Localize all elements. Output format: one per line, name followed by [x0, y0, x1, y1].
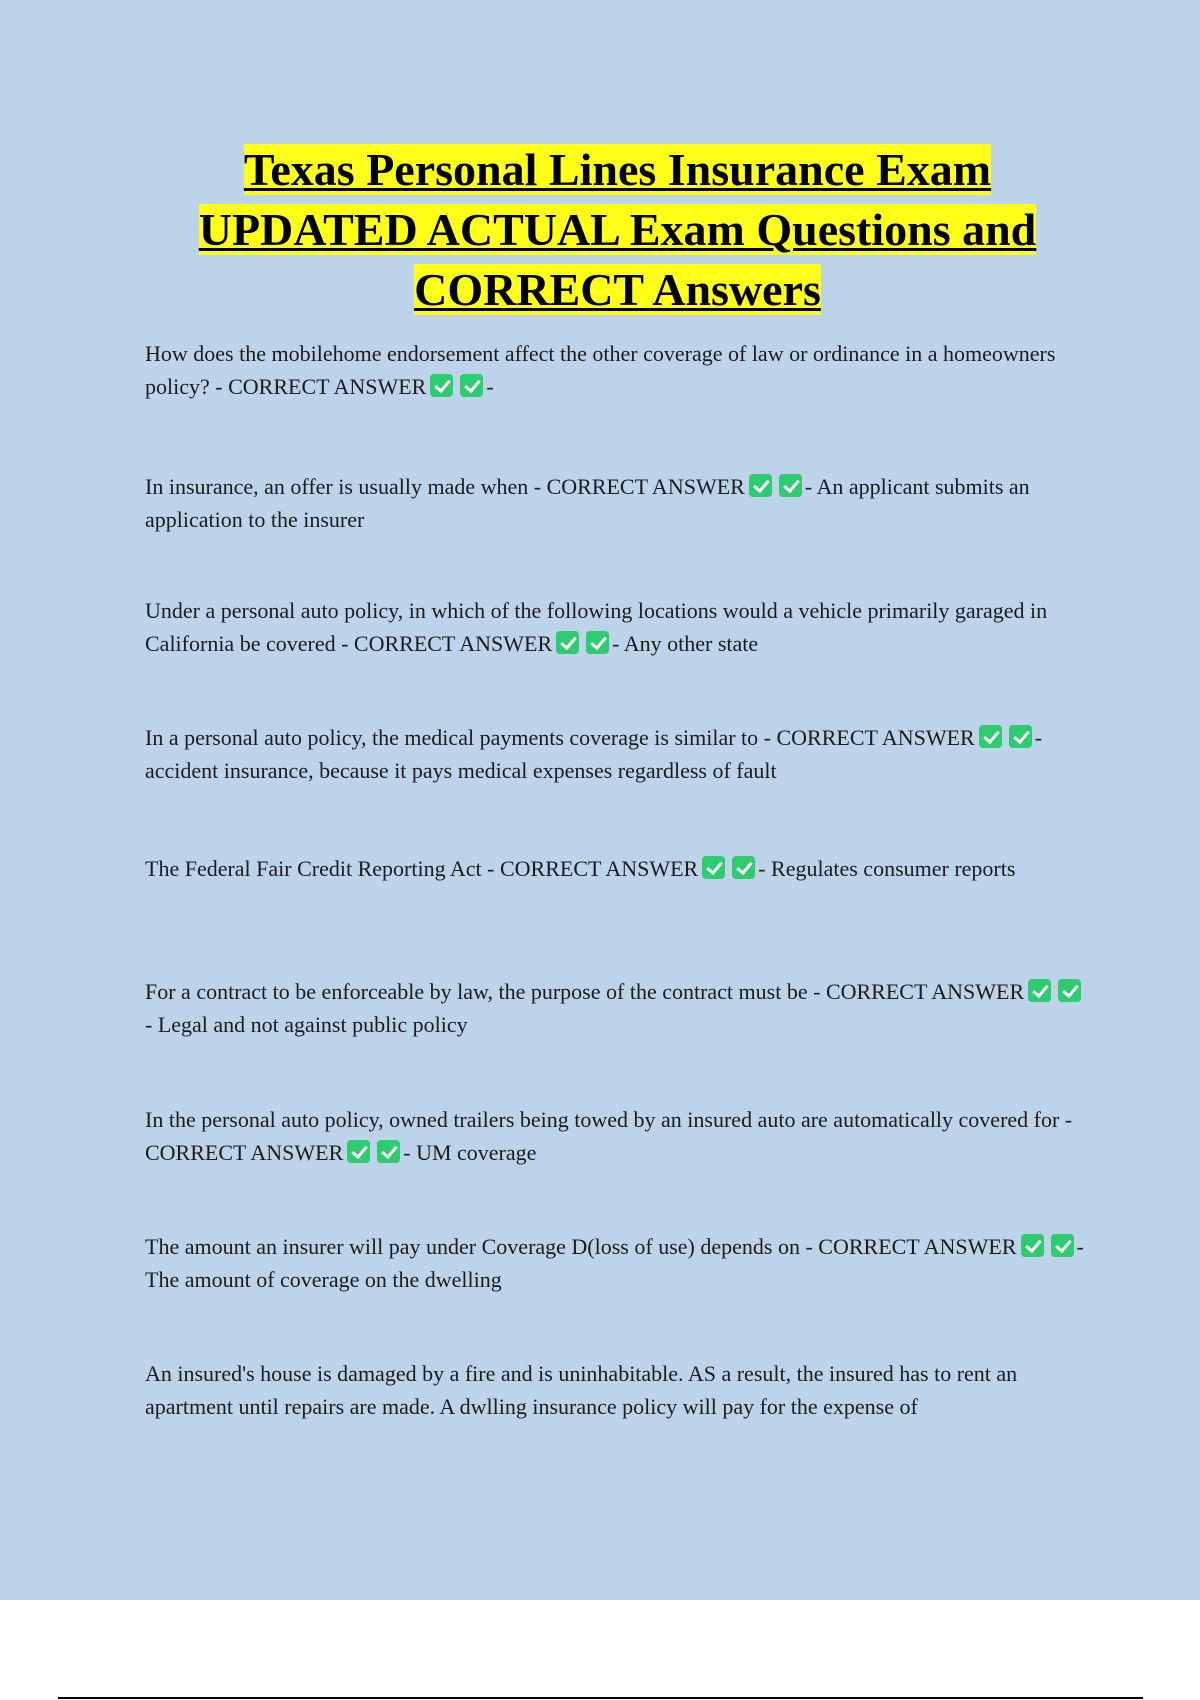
green-checkmark-icon: [377, 1140, 400, 1163]
answer-marker: CORRECT ANSWER: [818, 1234, 1017, 1259]
qa-item: [145, 1230, 1090, 1296]
green-checkmark-icon: [1058, 979, 1081, 1002]
answer-text: - Legal and not against public policy: [145, 1012, 468, 1037]
green-checkmark-icon: [430, 374, 453, 397]
qa-item: [145, 975, 1090, 1041]
green-checkmark-icon: [1009, 725, 1032, 748]
answer-text: - Regulates consumer reports: [758, 856, 1016, 881]
document-title: [120, 140, 1115, 320]
green-checkmark-icon: [1028, 979, 1051, 1002]
answer-marker: CORRECT ANSWER: [776, 725, 975, 750]
question-text: An insured's house is damaged by a fire and is uninhabitable. AS a result, the insured has to rent an apartment until repairs are made. A dwlling insurance policy will pay for the expense of: [145, 1361, 1018, 1419]
answer-text: - accident insurance, because it pays medical expenses regardless of fault: [145, 725, 1043, 783]
qa-item: [145, 852, 1090, 885]
question-text: In the personal auto policy, owned trailers being towed by an insured auto are automatically covered for -: [145, 1107, 1073, 1132]
answer-text: - Any other state: [612, 631, 759, 656]
answer-text: - UM coverage: [403, 1140, 537, 1165]
question-text: In insurance, an offer is usually made when -: [145, 474, 542, 499]
qa-item: [145, 470, 1090, 536]
answer-marker: CORRECT ANSWER: [499, 856, 699, 881]
question-text: For a contract to be enforceable by law, the purpose of the contract must be -: [145, 979, 821, 1004]
answer-marker: CORRECT ANSWER: [546, 474, 745, 499]
qa-item: [145, 337, 1090, 403]
green-checkmark-icon: [347, 1140, 370, 1163]
green-checkmark-icon: [979, 725, 1002, 748]
green-checkmark-icon: [779, 474, 802, 497]
green-checkmark-icon: [556, 631, 579, 654]
title-line-2: UPDATED ACTUAL Exam Questions and: [198, 204, 1037, 255]
green-checkmark-icon: [1051, 1234, 1074, 1257]
answer-text: - The amount of coverage on the dwelling: [145, 1234, 1084, 1292]
green-checkmark-icon: [1021, 1234, 1044, 1257]
qa-item: [145, 594, 1090, 660]
green-checkmark-icon: [460, 374, 483, 397]
qa-item: [145, 721, 1090, 787]
question-text: The Federal Fair Credit Reporting Act -: [145, 856, 495, 881]
qa-item: [145, 1103, 1090, 1169]
title-line-3: CORRECT Answers: [414, 264, 821, 315]
question-text: Under a personal auto policy, in which of the following locations would a vehicle primarily garaged in California be covered -: [145, 598, 1048, 656]
answer-marker: CORRECT ANSWER: [353, 631, 553, 656]
qa-item: [145, 1357, 1090, 1423]
answer-marker: CORRECT ANSWER: [145, 1140, 344, 1165]
title-line-1: Texas Personal Lines Insurance Exam: [243, 144, 992, 195]
question-text: How does the mobilehome endorsement affect the other coverage of law or ordinance in a homeowners policy? -: [145, 341, 1056, 399]
green-checkmark-icon: [732, 856, 755, 879]
answer-text: - An applicant submits an application to the insurer: [145, 474, 1030, 532]
green-checkmark-icon: [702, 856, 725, 879]
footer-divider: [58, 1697, 1143, 1699]
answer-marker: CORRECT ANSWER: [825, 979, 1025, 1004]
answer-marker: CORRECT ANSWER: [228, 374, 427, 399]
answer-text: -: [486, 374, 494, 399]
question-text: In a personal auto policy, the medical payments coverage is similar to -: [145, 725, 771, 750]
green-checkmark-icon: [586, 631, 609, 654]
green-checkmark-icon: [749, 474, 772, 497]
question-text: The amount an insurer will pay under Coverage D(loss of use) depends on -: [145, 1234, 813, 1259]
